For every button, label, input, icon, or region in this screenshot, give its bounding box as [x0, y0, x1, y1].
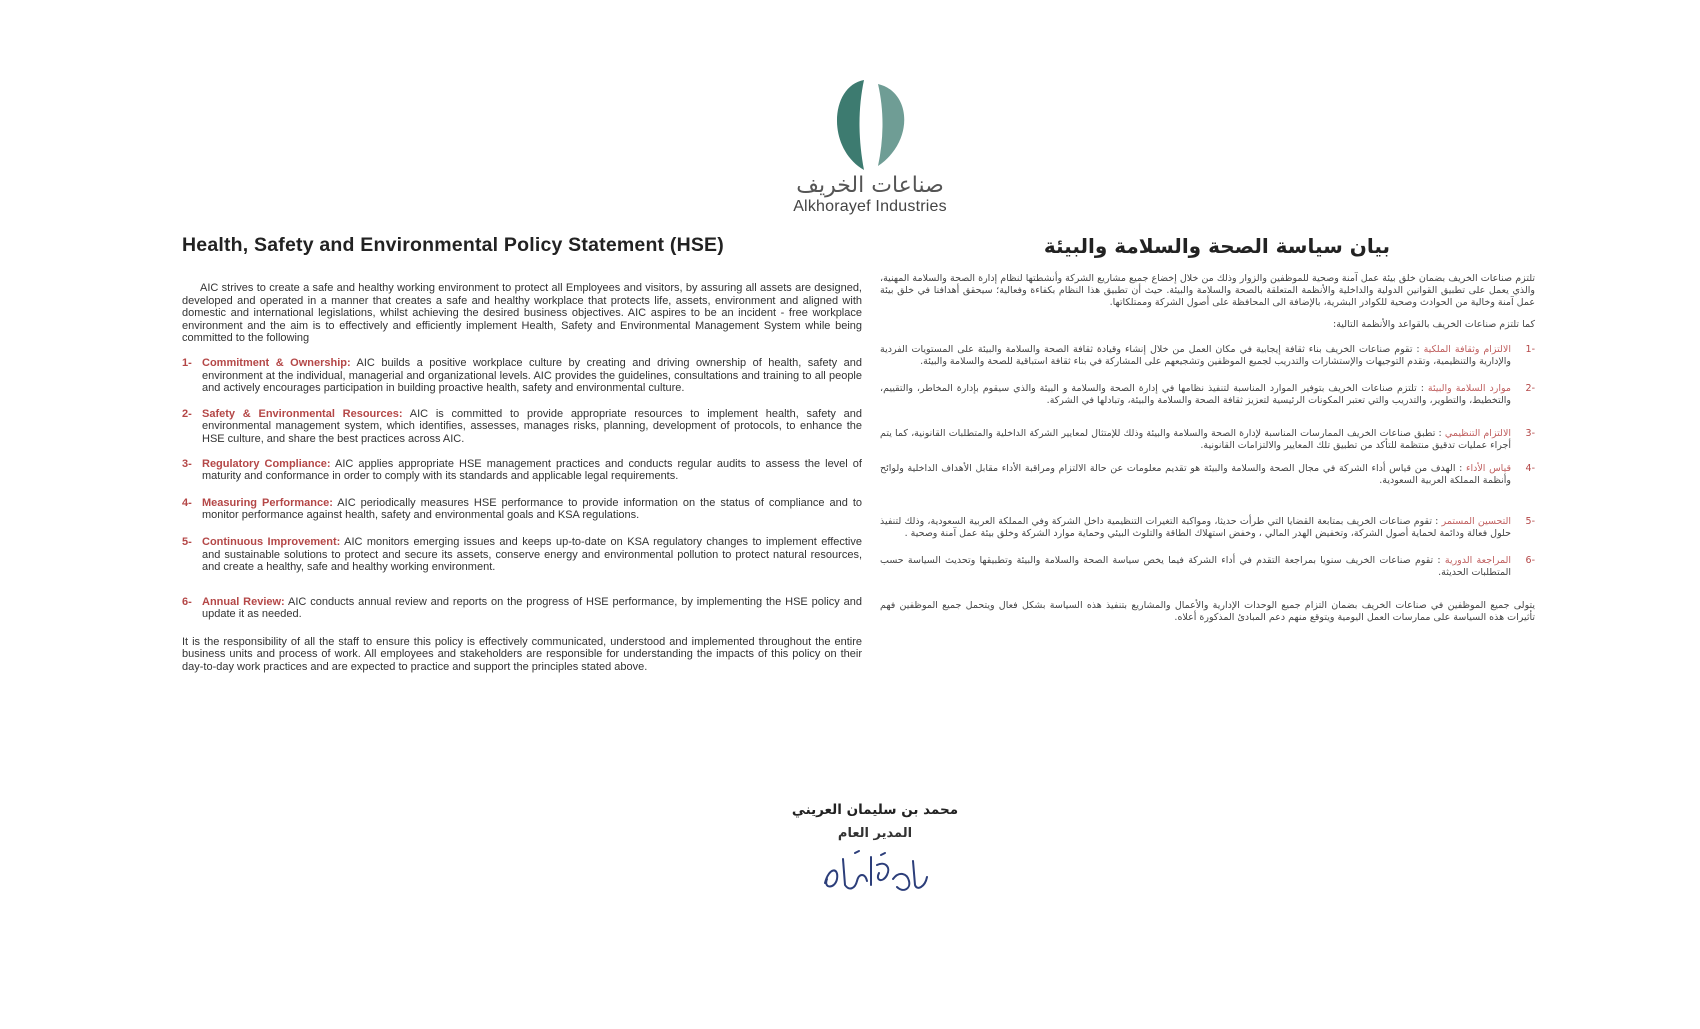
item-body	[880, 555, 1511, 578]
english-title: Health, Safety and Environmental Policy Statement (HSE)	[182, 234, 724, 256]
signature-block	[740, 802, 1010, 897]
item-text: AIC monitors emerging issues and keeps up-to-date on KSA regulatory changes to implement effective and sustainable solutions to protect and secure its assets, conserve energy and environmental pollution to protect natural resources, and create a healthy, safe and healthy working environment.	[202, 535, 862, 574]
arabic-title: بيان سياسة الصحة والسلامة والبيئة	[1043, 234, 1390, 258]
item-body	[202, 408, 862, 446]
item-body	[202, 497, 862, 522]
item-body	[880, 383, 1511, 406]
item-number: -1	[1525, 344, 1535, 355]
item-number: -3	[1525, 428, 1535, 439]
item-body	[880, 516, 1511, 539]
leaf-logo-icon	[820, 78, 920, 172]
list-item	[182, 596, 862, 621]
item-title: Annual Review:	[202, 595, 285, 608]
item-title: Safety & Environmental Resources:	[202, 407, 403, 420]
signatory-name: محمد بن سليمان العريني	[791, 802, 959, 818]
item-body	[880, 463, 1511, 486]
english-policy-column	[182, 234, 862, 674]
item-body	[202, 596, 862, 621]
handwritten-signature-icon	[815, 845, 935, 897]
logo-name-arabic: صناعات الخريف	[796, 173, 944, 198]
item-number: 3-	[182, 457, 192, 470]
item-text: : تقوم صناعات الخريف بناء ثقافة إيجابية في مكان العمل من خلال إنشاء وقيادة ثقافة الصحة والسلامة والبيئة على المستويات الفردية والإدارية والتنظيمية، وتقدم التوجيهات والإستشارات والتدريب لجميع الموظفين وتشجيعهم على المشاركة في بناء ثقافة استباقية للصحة والسلامة والبيئة.	[880, 344, 1511, 367]
item-text: AIC is committed to provide appropriate resources to implement health, safety and environmental management system, which identifies, assesses, manages risks, planning, development of protocols, to enhance the HSE culture, and share the best practices across AIC.	[202, 407, 862, 445]
item-text: AIC applies appropriate HSE management practices and conducts regular audits to assess the level of maturity and conformance in order to comply with its standards and applicable legal requirements.	[202, 457, 862, 483]
item-body	[880, 428, 1511, 451]
arabic-lead: كما تلتزم صناعات الخريف بالقواعد والأنظمة التالية:	[1333, 319, 1535, 330]
list-item	[880, 344, 1535, 367]
item-number: 6-	[182, 595, 192, 608]
item-title: المراجعة الدورية	[1444, 555, 1511, 566]
item-number: 2-	[182, 407, 192, 420]
list-item	[182, 408, 862, 446]
list-item	[880, 463, 1535, 486]
item-title: موارد السلامة والبيئة	[1427, 383, 1511, 394]
item-text: : الهدف من قياس أداء الشركة في مجال الصحة والسلامة والبيئة هو تقديم معلومات عن حالة الالتزام ومراقبة الأداء مقابل الأهداف الداخلية ولوائح وأنظمة المملكة العربية السعودية.	[880, 463, 1511, 486]
item-number: 5-	[182, 535, 192, 548]
item-body	[880, 344, 1511, 367]
item-text: : تقوم صناعات الخريف بمتابعة القضايا التي طرأت حديثا، ومواكبة التغيرات التنظيمية داخل الشركة وفي المملكة العربية السعودية، وذلك لتنفيذ حلول فعالة ودائمة لحماية أصول الشركة، وتخفيض الهدر المالي ، وخفض استهلاك الطاقة والتلوث البيئي وحماية موارد الشركة وخلق بيئة عمل آمنة وصحية .	[880, 516, 1511, 539]
logo-name-english: Alkhorayef Industries	[793, 198, 947, 215]
list-item	[182, 357, 862, 395]
item-body	[202, 536, 862, 574]
list-item	[182, 497, 862, 522]
signatory-role: المدير العام	[837, 826, 913, 841]
list-item	[880, 516, 1535, 539]
item-text: AIC periodically measures HSE performance to provide information on the status of compliance and to monitor performance against health, safety and environmental goals and KSA regulations.	[202, 496, 862, 522]
item-text: AIC conducts annual review and reports on the progress of HSE performance, by implementing the HSE policy and update it as needed.	[202, 595, 862, 621]
item-body	[202, 357, 862, 395]
arabic-intro: تلتزم صناعات الخريف بضمان خلق بيئة عمل آمنة وصحية للموظفين والزوار وذلك من خلال إخضاع جميع مشاريع الشركة وأنشطتها لنظام إدارة الصحة والسلامة المهنية، والذي يعمل على تطبيق القوانين الدولية والداخلية والأنظمة المتعلقة بالصحة والسلامة والبيئة. حيث أن تطبيق هذا النظام بكفاءة وفعالية؛ سيحقق أهدافنا في خلق بيئة عمل آمنة وخالية من الحوادث وصحية للكوادر البشرية، بالإضافة الى المحافظة على أصول الشركة وممتلكاتها.	[880, 273, 1535, 308]
arabic-closing: يتولى جميع الموظفين في صناعات الخريف بضمان التزام جميع الوحدات الإدارية والأعمال والمشاريع بتنفيذ هذه السياسة بشكل فعال ويتحمل جميع الموظفين فهم تأثيرات هذه السياسة على ممارسات العمل اليومية ويتوقع منهم دعم المبادئ المذكورة أعلاه.	[880, 600, 1535, 623]
english-closing: It is the responsibility of all the staff to ensure this policy is effectively communicated, understood and implemented throughout the entire business units and process of work. All employees and stakeholders are responsible for understanding the impacts of this policy on their day-to-day work practices and are expected to practice and support the principles stated above.	[182, 635, 862, 674]
item-number: -2	[1525, 383, 1535, 394]
item-title: قياس الأداء	[1466, 463, 1511, 474]
item-text: : تطبق صناعات الخريف الممارسات المناسبة لإدارة الصحة والسلامة والبيئة وذلك للإمتثال لمعايير الشركة الداخلية والمتطلبات القانونية، كما يتم أجراء عمليات تدقيق منتظمة للتأكد من تطبيق تلك المعايير والالتزامات القانونية.	[880, 428, 1511, 451]
item-title: التحسين المستمر	[1441, 516, 1512, 527]
list-item	[880, 428, 1535, 451]
company-logo	[760, 78, 980, 218]
item-title: Commitment & Ownership:	[202, 356, 351, 369]
item-text: : تلتزم صناعات الخريف بتوفير الموارد المناسبة لتنفيذ نظامها في إدارة الصحة والسلامة و البيئة والذي سيقوم بإدارة المخاطر، والتقييم، والتخطيط، والتطوير، والتدريب والتي تعتبر المكونات الرئيسية لتعزيز ثقافة الصحة والسلامة والبيئة، وتبادلها في الشركة.	[880, 383, 1511, 406]
item-title: الالتزام وثقافة الملكية	[1423, 344, 1511, 355]
item-title: الالتزام التنظيمي	[1444, 428, 1511, 439]
item-text: AIC builds a positive workplace culture by creating and driving ownership of health, safety and environment at the individual, managerial and organizational levels. AIC provides the guidelines, consultations and training to all people and actively encourages participation in building proactive health, safety and environmental culture.	[202, 356, 862, 395]
item-title: Measuring Performance:	[202, 496, 333, 509]
item-title: Regulatory Compliance:	[202, 457, 331, 470]
list-item	[880, 555, 1535, 578]
item-number: -6	[1525, 555, 1535, 566]
arabic-policy-column	[880, 234, 1535, 624]
item-number: -4	[1525, 463, 1535, 474]
item-title: Continuous Improvement:	[202, 535, 341, 548]
list-item	[182, 458, 862, 483]
english-intro: AIC strives to create a safe and healthy working environment to protect all Employees and visitors, by assuring all assets are designed, developed and operated in a manner that creates a safe and healthy workplace that protects life, assets, environment and aligned with domestic and international legislations, whilst achieving the desired business objectives. AIC aspires to be an incident - free workplace environment and the aim is to effectively and efficiently implement Health, Safety and Environmental Management System while being committed to the following	[182, 282, 862, 345]
list-item	[880, 383, 1535, 406]
item-body	[202, 458, 862, 483]
item-number: 4-	[182, 496, 192, 509]
arabic-policy-list	[880, 344, 1535, 578]
item-text: : تقوم صناعات الخريف سنويا بمراجعة التقدم في أداء الشركة فيما يخص سياسة الصحة والسلامة والبيئة وتطبيقها وتحديث السياسة حسب المتطلبات الحديثة.	[880, 555, 1511, 578]
list-item	[182, 536, 862, 574]
item-number: 1-	[182, 356, 192, 369]
item-number: -5	[1525, 516, 1535, 527]
english-policy-list	[182, 357, 862, 621]
